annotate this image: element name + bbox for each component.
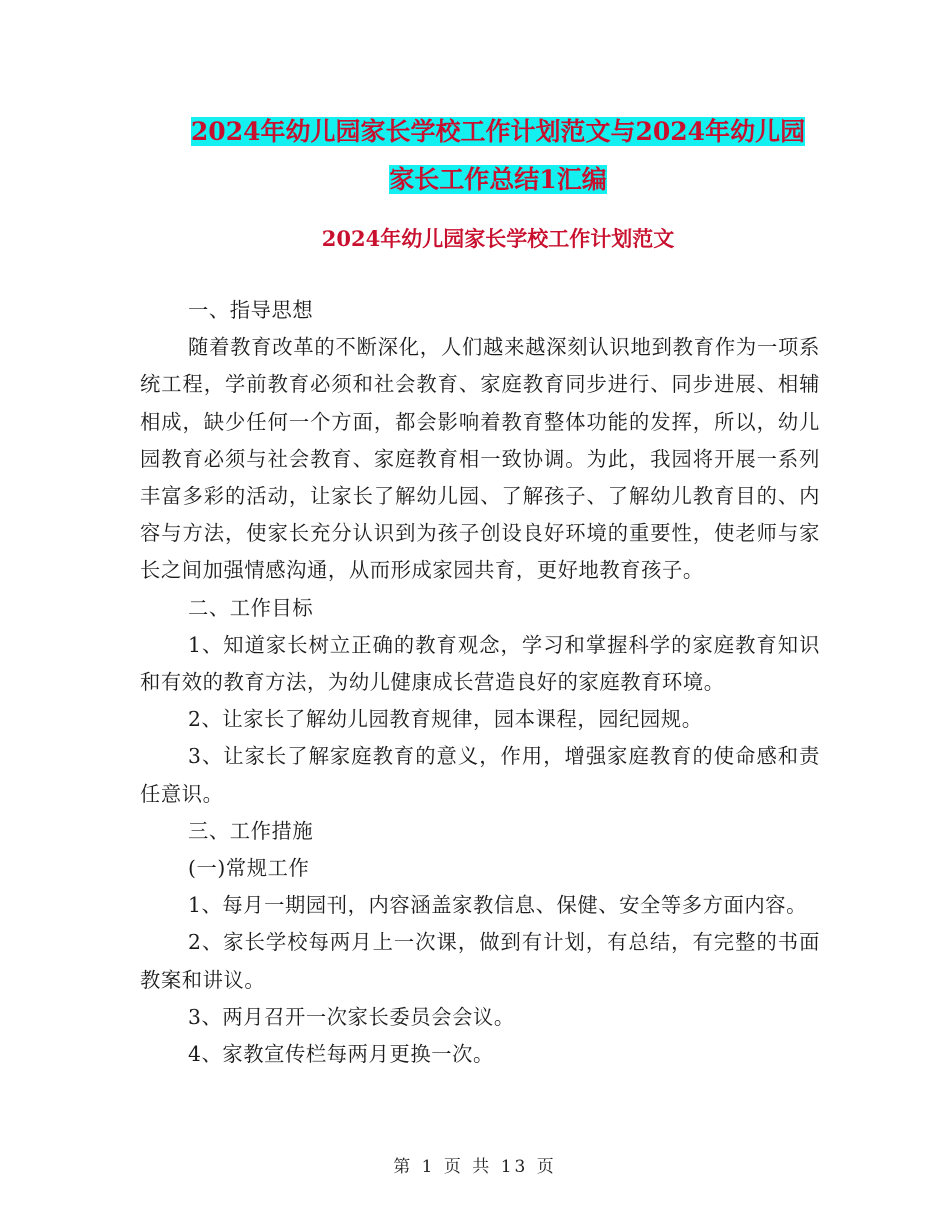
- goal-item-2: 2、让家长了解幼儿园教育规律，园本课程，园纪园规。: [188, 707, 703, 732]
- page-footer: 第 1 页 共 13 页: [393, 1157, 557, 1177]
- heading-work-goals: 二、工作目标: [188, 595, 314, 620]
- heading-work-measures: 三、工作措施: [188, 818, 314, 843]
- section-title: 2024年幼儿园家长学校工作计划范文: [321, 226, 675, 251]
- paragraph-guiding-ideology: 随着教育改革的不断深化，人们越来越深刻认识地到教育作为一项系统工程，学前教育必须和社会教育、家庭教育同步进行、同步进展、相辅相成，缺少任何一个方面，都会影响着教育整体功能的发挥，所以，幼儿园教育必须与社会教育、家庭教育相一致协调。为此，我园将开展一系列丰富多彩的活动，让家长了解幼儿园、了解孩子、了解幼儿教育目的、内容与方法，使家长充分认识到为孩子创设良好环境的重要性，使老师与家长之间加强情感沟通，从而形成家园共育，更好地教育孩子。: [140, 335, 820, 583]
- goal-item-1: 1、知道家长树立正确的教育观念，学习和掌握科学的家庭教育知识和有效的教育方法，为幼儿健康成长营造良好的家庭教育环境。: [140, 632, 820, 695]
- subheading-routine-work: (一)常规工作: [188, 856, 310, 881]
- heading-guiding-ideology: 一、指导思想: [188, 298, 314, 322]
- title-line-1: 2024年幼儿园家长学校工作计划范文与2024年幼儿园: [190, 117, 806, 146]
- measure-item-4: 4、家教宣传栏每两月更换一次。: [188, 1042, 494, 1067]
- measure-item-2: 2、家长学校每两月上一次课，做到有计划，有总结，有完整的书面教案和讲议。: [140, 930, 820, 992]
- title-line-2: 家长工作总结1汇编: [389, 165, 607, 194]
- goal-item-3: 3、让家长了解家庭教育的意义，作用，增强家庭教育的使命感和责任意识。: [140, 744, 820, 806]
- measure-item-3: 3、两月召开一次家长委员会会议。: [188, 1004, 515, 1029]
- document-body: [140, 292, 820, 1073]
- measure-item-1: 1、每月一期园刊，内容涵盖家教信息、保健、安全等多方面内容。: [188, 893, 808, 918]
- document-title: [140, 108, 856, 204]
